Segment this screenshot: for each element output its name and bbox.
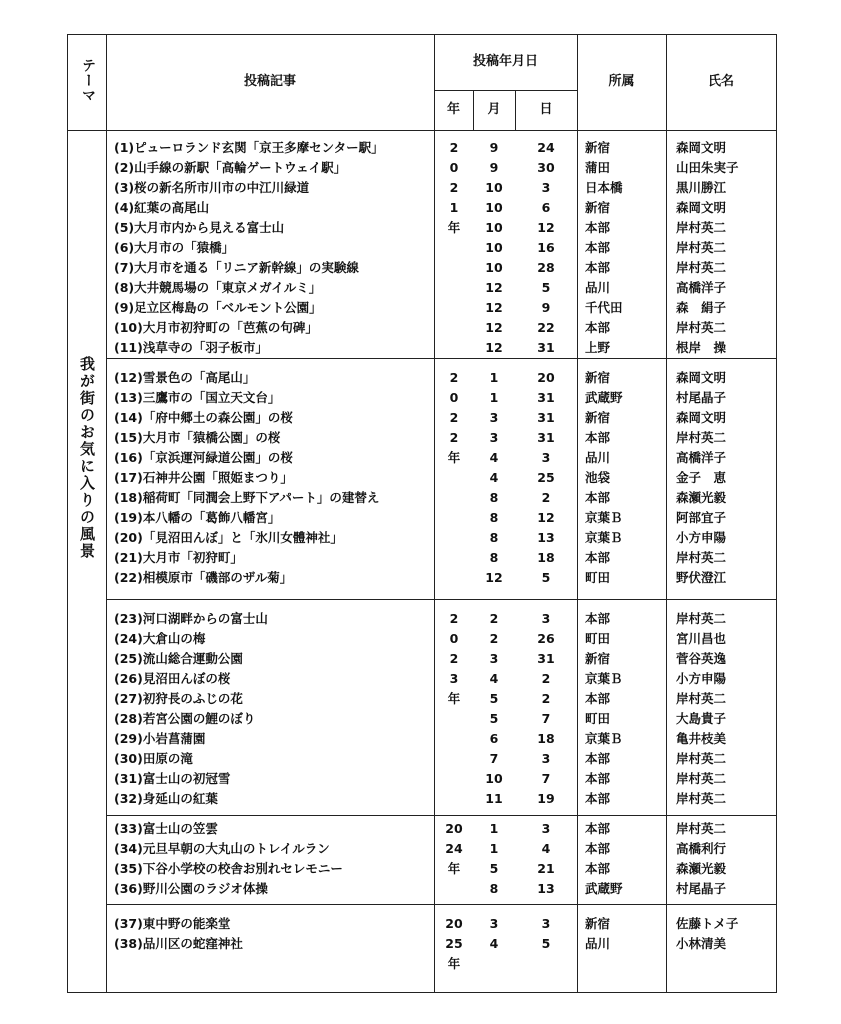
year-label-line: 2 <box>449 180 459 195</box>
post-day: 31 <box>537 651 555 666</box>
post-day: 3 <box>541 611 551 626</box>
article-title: (22)相模原市「磯部のザル菊」 <box>114 570 293 585</box>
affiliation: 町田 <box>585 711 611 726</box>
theme-column-divider <box>106 34 107 993</box>
article-title: (18)稲荷町「同潤会上野下アパート」の建替え <box>114 490 380 505</box>
post-day: 5 <box>541 936 551 951</box>
post-day: 4 <box>541 841 551 856</box>
author-name: 高橋洋子 <box>676 450 727 465</box>
post-month: 8 <box>489 530 499 545</box>
author-name: 岸村英二 <box>676 611 727 626</box>
post-day: 21 <box>537 861 555 876</box>
author-name: 黒川勝江 <box>676 180 727 195</box>
post-month: 1 <box>489 370 499 385</box>
post-month: 5 <box>489 691 499 706</box>
group-divider-1 <box>106 358 776 359</box>
year-label-line: 20 <box>445 821 463 836</box>
author-name: 岸村英二 <box>676 771 727 786</box>
affiliation: 新宿 <box>585 651 611 666</box>
year-label-line: 20 <box>445 916 463 931</box>
post-day: 31 <box>537 340 555 355</box>
post-month: 4 <box>489 470 499 485</box>
year-label-line: 2 <box>449 410 459 425</box>
author-name: 村尾晶子 <box>676 881 727 896</box>
article-title: (31)富士山の初冠雪 <box>114 771 231 786</box>
post-month: 12 <box>485 570 503 585</box>
author-name: 岸村英二 <box>676 260 727 275</box>
post-day: 3 <box>541 450 551 465</box>
header-affiliation: 所属 <box>608 74 635 89</box>
author-name: 高橋洋子 <box>676 280 727 295</box>
post-day: 2 <box>541 490 551 505</box>
affiliation: 本部 <box>585 861 611 876</box>
affiliation: 品川 <box>585 936 611 951</box>
post-month: 9 <box>489 140 499 155</box>
year-label-line: 年 <box>447 220 461 235</box>
author-name: 岸村英二 <box>676 751 727 766</box>
affiliation: 本部 <box>585 490 611 505</box>
post-month: 8 <box>489 490 499 505</box>
header-name: 氏名 <box>707 74 734 89</box>
author-name: 森岡文明 <box>676 140 727 155</box>
header-day: 日 <box>539 102 553 117</box>
article-title: (20)「見沼田んぼ」と「氷川女體神社」 <box>114 530 343 545</box>
post-month: 2 <box>489 611 499 626</box>
author-name: 小方申陽 <box>676 671 727 686</box>
post-day: 19 <box>537 791 555 806</box>
article-title: (34)元旦早朝の大丸山のトレイルラン <box>114 841 330 856</box>
author-name: 宮川昌也 <box>676 631 727 646</box>
author-name: 岸村英二 <box>676 821 727 836</box>
article-column-divider <box>434 34 435 993</box>
article-title: (24)大倉山の梅 <box>114 631 206 646</box>
article-title: (25)流山総合運動公園 <box>114 651 243 666</box>
post-month: 12 <box>485 320 503 335</box>
article-title: (36)野川公園のラジオ体操 <box>114 881 268 896</box>
article-title: (5)大月市内から見える富士山 <box>114 220 285 235</box>
year-label-line: 年 <box>447 450 461 465</box>
post-day: 31 <box>537 390 555 405</box>
author-name: 村尾晶子 <box>676 390 727 405</box>
author-name: 根岸 操 <box>676 340 727 355</box>
post-month: 3 <box>489 430 499 445</box>
affiliation: 池袋 <box>585 470 611 485</box>
article-title: (17)石神井公園「照姫まつり」 <box>114 470 293 485</box>
post-month: 8 <box>489 881 499 896</box>
author-name: 岸村英二 <box>676 791 727 806</box>
post-month: 10 <box>485 240 503 255</box>
author-name: 森 絹子 <box>676 300 727 315</box>
post-day: 20 <box>537 370 555 385</box>
affiliation: 本部 <box>585 320 611 335</box>
affiliation: 品川 <box>585 450 611 465</box>
post-month: 3 <box>489 651 499 666</box>
article-title: (21)大月市「初狩町」 <box>114 550 243 565</box>
year-label-line: 年 <box>447 861 461 876</box>
post-month: 10 <box>485 200 503 215</box>
post-month: 9 <box>489 160 499 175</box>
post-day: 22 <box>537 320 555 335</box>
post-day: 31 <box>537 410 555 425</box>
year-label-line: 0 <box>449 160 459 175</box>
article-title: (38)品川区の蛇窪神社 <box>114 936 243 951</box>
post-day: 3 <box>541 180 551 195</box>
affiliation: 京葉Ｂ <box>585 510 623 525</box>
post-month: 12 <box>485 300 503 315</box>
author-name: 山田朱実子 <box>676 160 739 175</box>
post-month: 12 <box>485 340 503 355</box>
post-month: 7 <box>489 751 499 766</box>
post-month: 12 <box>485 280 503 295</box>
author-name: 佐藤トメ子 <box>676 916 739 931</box>
affiliation: 新宿 <box>585 370 611 385</box>
author-name: 阿部宜子 <box>676 510 727 525</box>
date-column-divider <box>577 34 578 993</box>
table-top-border <box>67 34 776 35</box>
year-label-line: 年 <box>447 691 461 706</box>
post-month: 10 <box>485 180 503 195</box>
author-name: 森瀬光毅 <box>676 861 727 876</box>
post-month: 10 <box>485 220 503 235</box>
post-day: 28 <box>537 260 555 275</box>
author-name: 森岡文明 <box>676 200 727 215</box>
article-title: (10)大月市初狩町の「芭蕉の句碑」 <box>114 320 318 335</box>
header-article: 投稿記事 <box>243 74 296 89</box>
post-month: 1 <box>489 841 499 856</box>
post-day: 26 <box>537 631 555 646</box>
author-name: 亀井枝美 <box>676 731 727 746</box>
post-day: 16 <box>537 240 555 255</box>
header-date-group: 投稿年月日 <box>472 54 538 69</box>
post-day: 2 <box>541 691 551 706</box>
affiliation: 新宿 <box>585 410 611 425</box>
author-name: 岸村英二 <box>676 240 727 255</box>
header-bottom-border <box>67 130 776 131</box>
author-name: 野伏澄江 <box>676 570 727 585</box>
table-bottom-border <box>67 992 776 993</box>
article-title: (9)足立区梅島の「ベルモント公園」 <box>114 300 322 315</box>
year-label-line: 1 <box>449 200 459 215</box>
post-day: 6 <box>541 200 551 215</box>
post-month: 1 <box>489 390 499 405</box>
post-day: 18 <box>537 731 555 746</box>
header-month: 月 <box>487 102 501 117</box>
author-name: 大島貴子 <box>676 711 727 726</box>
affiliation: 千代田 <box>585 300 623 315</box>
author-name: 金子 恵 <box>676 470 727 485</box>
article-title: (28)若宮公園の鯉のぼり <box>114 711 256 726</box>
article-title: (4)紅葉の高尾山 <box>114 200 210 215</box>
affiliation: 武蔵野 <box>585 390 623 405</box>
author-name: 菅谷英逸 <box>676 651 727 666</box>
post-day: 31 <box>537 430 555 445</box>
article-title: (37)東中野の能楽堂 <box>114 916 231 931</box>
affiliation: 本部 <box>585 751 611 766</box>
article-title: (27)初狩長のふじの花 <box>114 691 243 706</box>
article-title: (19)本八幡の「葛飾八幡宮」 <box>114 510 281 525</box>
author-name: 岸村英二 <box>676 220 727 235</box>
affiliation: 京葉Ｂ <box>585 731 623 746</box>
article-title: (3)桜の新名所市川市の中江川緑道 <box>114 180 310 195</box>
affiliation: 本部 <box>585 220 611 235</box>
table-right-border <box>776 34 777 993</box>
post-day: 13 <box>537 881 555 896</box>
affiliation: 本部 <box>585 240 611 255</box>
post-day: 2 <box>541 671 551 686</box>
article-title: (8)大井競馬場の「東京メガイルミ」 <box>114 280 322 295</box>
post-month: 3 <box>489 410 499 425</box>
post-day: 13 <box>537 530 555 545</box>
post-month: 3 <box>489 916 499 931</box>
article-title: (12)雪景色の「高尾山」 <box>114 370 256 385</box>
post-month: 8 <box>489 550 499 565</box>
author-name: 小方申陽 <box>676 530 727 545</box>
affiliation: 本部 <box>585 691 611 706</box>
post-month: 4 <box>489 450 499 465</box>
affiliation: 本部 <box>585 791 611 806</box>
year-label-line: 3 <box>449 671 459 686</box>
article-title: (16)「京浜運河緑道公園」の桜 <box>114 450 293 465</box>
post-month: 4 <box>489 671 499 686</box>
year-label-line: 年 <box>447 956 461 971</box>
theme-text: 我が街のお気に入りの風景 <box>78 356 96 560</box>
affiliation: 町田 <box>585 570 611 585</box>
year-label-line: 25 <box>445 936 463 951</box>
article-title: (23)河口湖畔からの富士山 <box>114 611 268 626</box>
post-day: 3 <box>541 916 551 931</box>
post-day: 7 <box>541 711 551 726</box>
affiliation: 新宿 <box>585 200 611 215</box>
post-day: 9 <box>541 300 551 315</box>
post-day: 3 <box>541 751 551 766</box>
post-day: 3 <box>541 821 551 836</box>
article-title: (14)「府中郷土の森公園」の桜 <box>114 410 293 425</box>
author-name: 森岡文明 <box>676 370 727 385</box>
year-label-line: 2 <box>449 370 459 385</box>
affiliation: 新宿 <box>585 916 611 931</box>
post-month: 10 <box>485 260 503 275</box>
article-title: (1)ピューロランド玄関「京王多摩センター駅」 <box>114 140 384 155</box>
table-left-border <box>67 34 68 993</box>
article-title: (35)下谷小学校の校舎お別れセレモニー <box>114 861 343 876</box>
date-header-divider <box>434 90 577 91</box>
author-name: 小林清美 <box>676 936 727 951</box>
affiliation: 日本橋 <box>585 180 623 195</box>
post-month: 2 <box>489 631 499 646</box>
post-month: 1 <box>489 821 499 836</box>
author-name: 森岡文明 <box>676 410 727 425</box>
author-name: 岸村英二 <box>676 430 727 445</box>
affiliation: 上野 <box>585 340 611 355</box>
affiliation: 本部 <box>585 430 611 445</box>
post-month: 10 <box>485 771 503 786</box>
affiliation-column-divider <box>666 34 667 993</box>
year-label-line: 2 <box>449 430 459 445</box>
post-month: 5 <box>489 711 499 726</box>
author-name: 岸村英二 <box>676 691 727 706</box>
affiliation: 本部 <box>585 771 611 786</box>
affiliation: 本部 <box>585 550 611 565</box>
article-title: (30)田原の滝 <box>114 751 193 766</box>
article-title: (7)大月市を通る「リニア新幹線」の実験線 <box>114 260 359 275</box>
post-month: 5 <box>489 861 499 876</box>
post-month: 11 <box>485 791 503 806</box>
group-divider-4 <box>106 904 776 905</box>
post-day: 25 <box>537 470 555 485</box>
post-day: 24 <box>537 140 555 155</box>
article-title: (29)小岩菖蒲園 <box>114 731 206 746</box>
post-day: 12 <box>537 510 555 525</box>
article-title: (13)三鷹市の「国立天文台」 <box>114 390 281 405</box>
affiliation: 本部 <box>585 841 611 856</box>
article-title: (33)富士山の笠雲 <box>114 821 218 836</box>
post-month: 8 <box>489 510 499 525</box>
affiliation: 武蔵野 <box>585 881 623 896</box>
post-month: 4 <box>489 936 499 951</box>
article-title: (2)山手線の新駅「高輪ゲートウェイ駅」 <box>114 160 347 175</box>
year-label-line: 2 <box>449 651 459 666</box>
post-day: 30 <box>537 160 555 175</box>
author-name: 岸村英二 <box>676 320 727 335</box>
year-label-line: 0 <box>449 631 459 646</box>
article-title: (6)大月市の「猿橋」 <box>114 240 235 255</box>
header-year: 年 <box>446 102 460 117</box>
year-label-line: 2 <box>449 140 459 155</box>
author-name: 岸村英二 <box>676 550 727 565</box>
post-day: 7 <box>541 771 551 786</box>
author-name: 森瀬光毅 <box>676 490 727 505</box>
author-name: 高橋利行 <box>676 841 727 856</box>
article-title: (32)身延山の紅葉 <box>114 791 218 806</box>
affiliation: 蒲田 <box>585 160 611 175</box>
affiliation: 京葉Ｂ <box>585 530 623 545</box>
post-day: 12 <box>537 220 555 235</box>
affiliation: 本部 <box>585 260 611 275</box>
article-title: (26)見沼田んぼの桜 <box>114 671 231 686</box>
affiliation: 本部 <box>585 821 611 836</box>
group-divider-3 <box>106 815 776 816</box>
post-day: 5 <box>541 280 551 295</box>
post-day: 5 <box>541 570 551 585</box>
affiliation: 京葉Ｂ <box>585 671 623 686</box>
post-day: 18 <box>537 550 555 565</box>
year-label-line: 2 <box>449 611 459 626</box>
article-title: (11)浅草寺の「羽子板市」 <box>114 340 268 355</box>
affiliation: 品川 <box>585 280 611 295</box>
affiliation: 新宿 <box>585 140 611 155</box>
affiliation: 本部 <box>585 611 611 626</box>
group-divider-2 <box>106 599 776 600</box>
year-label-line: 0 <box>449 390 459 405</box>
post-month: 6 <box>489 731 499 746</box>
header-theme: テーマ <box>80 58 96 103</box>
year-label-line: 24 <box>445 841 463 856</box>
affiliation: 町田 <box>585 631 611 646</box>
article-title: (15)大月市「猿橋公園」の桜 <box>114 430 281 445</box>
